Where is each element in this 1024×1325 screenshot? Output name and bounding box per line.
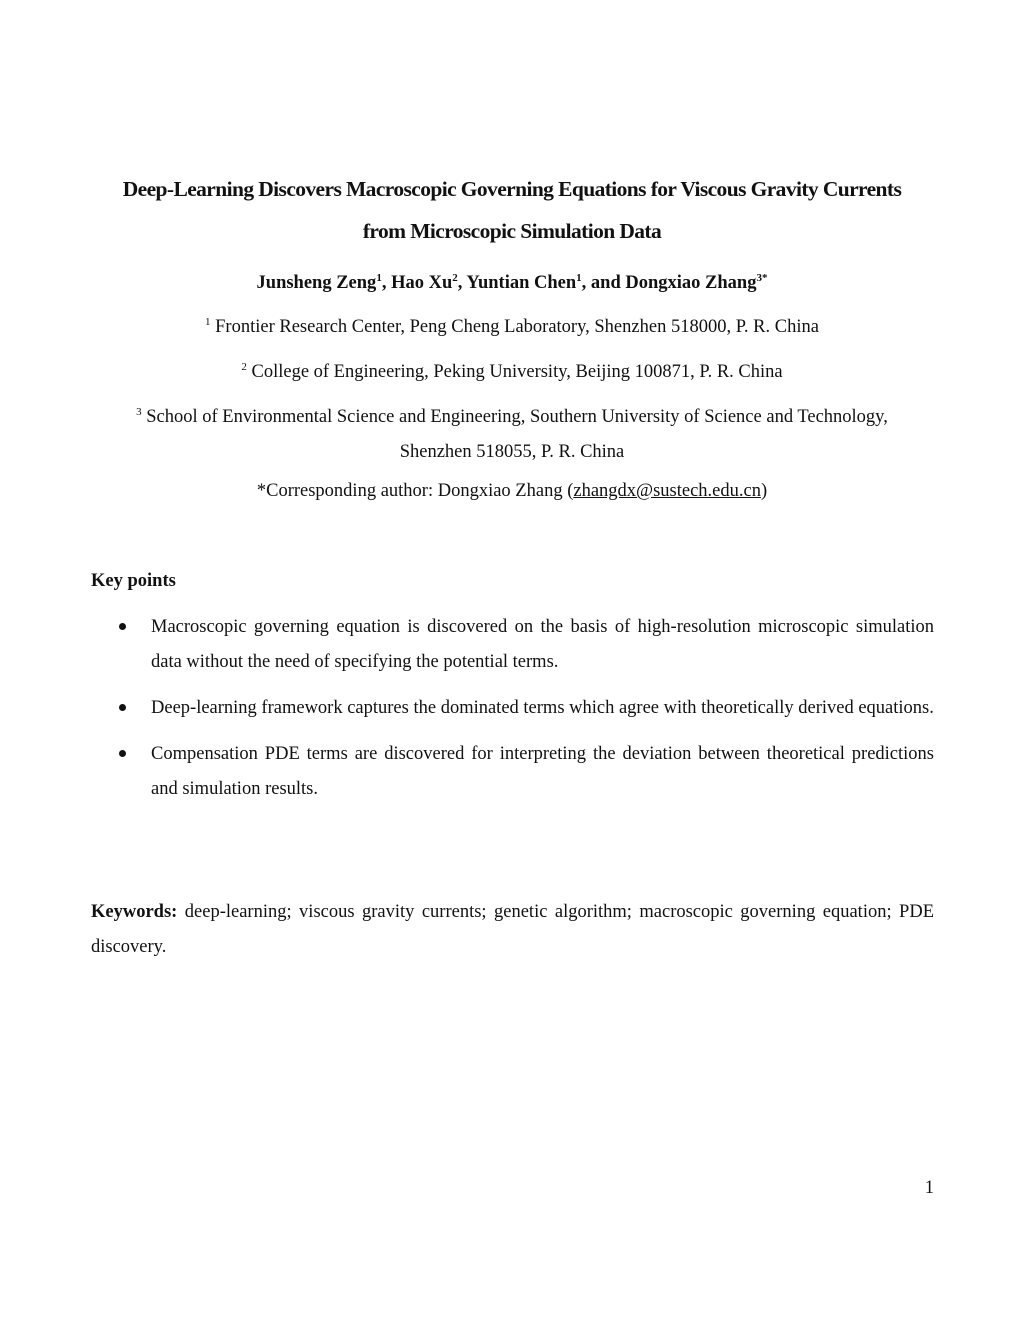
keywords-text: deep-learning; viscous gravity currents; genetic algorithm; macroscopic governing equation; PDE discovery. xyxy=(91,902,934,957)
bullet-icon xyxy=(119,704,126,711)
author-separator: , xyxy=(381,273,392,294)
affiliation-text-continued: Shenzhen 518055, P. R. China xyxy=(399,442,625,462)
key-point-item xyxy=(91,737,934,807)
affiliation-1 xyxy=(60,305,964,345)
corresponding-author xyxy=(60,474,964,509)
affiliation-3 xyxy=(60,395,964,470)
author-separator: , xyxy=(457,273,467,294)
key-points-list xyxy=(91,610,934,818)
author-sup: 3* xyxy=(756,272,768,284)
author-name: Junsheng Zeng xyxy=(256,273,377,294)
affiliation-2 xyxy=(60,350,964,390)
key-point-item xyxy=(91,691,934,726)
author-sup: 1 xyxy=(576,272,582,284)
affiliation-sup: 2 xyxy=(241,361,247,373)
affiliation-sup: 1 xyxy=(205,316,211,328)
author-sup: 2 xyxy=(452,272,458,284)
corresponding-prefix: *Corresponding author: Dongxiao Zhang ( xyxy=(256,481,574,501)
key-point-text: Deep-learning framework captures the dominated terms which agree with theoretically derived equations. xyxy=(151,698,934,718)
page-number: 1 xyxy=(924,1178,934,1198)
key-point-text: Compensation PDE terms are discovered for interpreting the deviation between theoretical predictions and simulation results. xyxy=(151,744,934,799)
affiliation-sup: 3 xyxy=(136,406,142,418)
affiliation-text: School of Environmental Science and Engineering, Southern University of Science and Technology, xyxy=(146,407,888,427)
paper-title xyxy=(60,168,964,252)
keywords-paragraph xyxy=(91,895,934,965)
email-link[interactable]: zhangdx@sustech.edu.cn xyxy=(573,481,761,501)
author-separator: , and xyxy=(581,273,626,294)
corresponding-suffix: ) xyxy=(760,481,768,501)
author-name: Yuntian Chen xyxy=(466,273,577,294)
key-points-heading: Key points xyxy=(91,571,176,591)
bullet-icon xyxy=(119,623,126,630)
title-line-2: from Microscopic Simulation Data xyxy=(362,219,662,243)
key-point-text: Macroscopic governing equation is discovered on the basis of high-resolution microscopic simulation data without the need of specifying the potential terms. xyxy=(151,617,934,672)
author-list xyxy=(60,264,964,297)
affiliation-text: Frontier Research Center, Peng Cheng Laboratory, Shenzhen 518000, P. R. China xyxy=(215,317,819,337)
keywords-label: Keywords: xyxy=(91,902,178,922)
affiliation-text: College of Engineering, Peking University, Beijing 100871, P. R. China xyxy=(251,362,783,382)
bullet-icon xyxy=(119,750,126,757)
key-point-item xyxy=(91,610,934,680)
title-line-1: Deep-Learning Discovers Macroscopic Governing Equations for Viscous Gravity Currents xyxy=(122,177,902,201)
author-sup: 1 xyxy=(376,272,382,284)
author-name: Dongxiao Zhang xyxy=(625,273,757,294)
author-name: Hao Xu xyxy=(391,273,453,294)
